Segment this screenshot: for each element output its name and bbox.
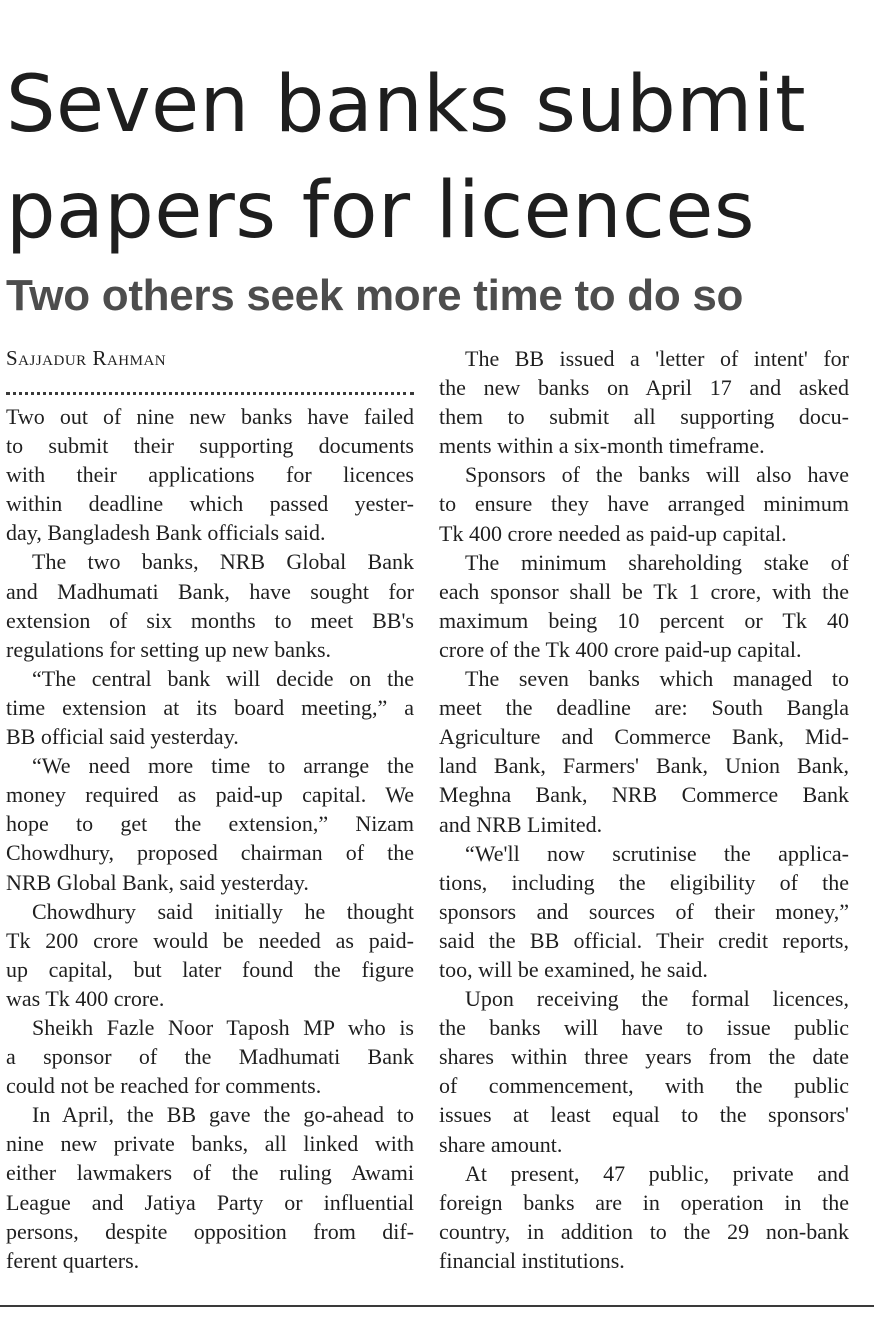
headline-line: papers for licences: [6, 166, 756, 256]
text-line: meet the deadline are: South Bangla: [439, 695, 849, 721]
text-line: either lawmakers of the ruling Awami: [6, 1160, 414, 1186]
text-line: could not be reached for comments.: [6, 1073, 322, 1099]
text-line: Tk 200 crore would be needed as paid-: [6, 927, 414, 953]
text-line: Upon receiving the formal licences,: [465, 986, 849, 1012]
text-line: country, in addition to the 29 non-bank: [439, 1218, 849, 1244]
text-line: NRB Global Bank, said yesterday.: [6, 869, 309, 895]
text-line: tions, including the eligibility of the: [439, 869, 849, 895]
text-line: Meghna Bank, NRB Commerce Bank: [439, 782, 849, 808]
text-line: of commencement, with the public: [439, 1073, 849, 1099]
text-line: At present, 47 public, private and: [465, 1160, 849, 1186]
text-line: the banks will have to issue public: [439, 1015, 849, 1041]
right-paragraph: [439, 460, 849, 547]
text-line: with their applications for licences: [6, 462, 414, 488]
text-line: League and Jatiya Party or influential: [6, 1189, 414, 1215]
bottom-rule: [0, 1305, 874, 1307]
text-line: extension of six months to meet BB's: [6, 607, 414, 633]
text-line: Tk 400 crore needed as paid-up capital.: [439, 520, 787, 546]
left-paragraph: [6, 1100, 414, 1275]
text-line: a sponsor of the Madhumati Bank: [6, 1044, 414, 1070]
text-line: ferent quarters.: [6, 1247, 140, 1273]
text-line: The BB issued a 'letter of intent' for: [465, 346, 849, 371]
text-line: up capital, but later found the figure: [6, 956, 414, 982]
byline: Sajjadur Rahman: [6, 346, 167, 370]
text-line: to ensure they have arranged minimum: [439, 491, 849, 517]
text-line: money required as paid-up capital. We: [6, 782, 414, 808]
left-paragraph: [6, 751, 414, 896]
right-paragraph: [439, 984, 849, 1159]
text-line: The seven banks which managed to: [465, 666, 849, 692]
text-line: issues at least equal to the sponsors': [439, 1102, 849, 1128]
article-column-left: [6, 344, 414, 1275]
text-line: foreign banks are in operation in the: [439, 1189, 849, 1215]
text-line: share amount.: [439, 1131, 563, 1157]
text-line: The two banks, NRB Global Bank: [32, 549, 414, 575]
byline-dotted-rule: [6, 373, 414, 402]
text-line: and NRB Limited.: [439, 811, 603, 837]
article-column-right: [439, 344, 849, 1275]
text-line: The minimum shareholding stake of: [465, 549, 849, 575]
text-line: the new banks on April 17 and asked: [439, 375, 849, 401]
text-line: financial institutions.: [439, 1247, 625, 1273]
text-line: persons, despite opposition from dif-: [6, 1218, 414, 1244]
right-paragraph: [439, 664, 849, 839]
text-line: Agriculture and Commerce Bank, Mid-: [439, 724, 849, 750]
text-line: to submit their supporting documents: [6, 433, 414, 459]
text-line: Sponsors of the banks will also have: [465, 462, 849, 488]
text-line: said the BB official. Their credit reports,: [439, 927, 849, 953]
text-line: land Bank, Farmers' Bank, Union Bank,: [439, 753, 849, 779]
right-paragraph: [439, 344, 849, 460]
text-line: “The central bank will decide on the: [32, 665, 414, 691]
right-paragraph: [439, 839, 849, 984]
text-line: Two out of nine new banks have failed: [6, 404, 414, 429]
left-paragraph: [6, 664, 414, 751]
text-line: Chowdhury, proposed chairman of the: [6, 840, 414, 866]
right-paragraph: [439, 548, 849, 664]
left-paragraph: [6, 402, 414, 547]
text-line: each sponsor shall be Tk 1 crore, with the: [439, 578, 849, 604]
text-line: and Madhumati Bank, have sought for: [6, 578, 414, 604]
left-paragraph: [6, 547, 414, 663]
text-line: them to submit all supporting docu-: [439, 404, 849, 430]
text-line: ments within a six-month timeframe.: [439, 433, 765, 459]
text-line: BB official said yesterday.: [6, 724, 239, 750]
text-line: nine new private banks, all linked with: [6, 1131, 414, 1157]
text-line: Sheikh Fazle Noor Taposh MP who is: [32, 1014, 414, 1040]
left-paragraph: [6, 1013, 414, 1100]
text-line: hope to get the extension,” Nizam: [6, 811, 414, 837]
text-line: “We need more time to arrange the: [32, 753, 414, 779]
headline: [6, 52, 868, 264]
text-line: day, Bangladesh Bank officials said.: [6, 520, 326, 546]
text-line: In April, the BB gave the go-ahead to: [32, 1102, 414, 1128]
text-line: crore of the Tk 400 crore paid-up capital.: [439, 636, 802, 662]
text-line: Chowdhury said initially he thought: [32, 898, 414, 924]
text-line: shares within three years from the date: [439, 1044, 849, 1070]
text-line: was Tk 400 crore.: [6, 985, 165, 1011]
text-line: maximum being 10 percent or Tk 40: [439, 607, 849, 633]
headline-line: Seven banks submit: [6, 60, 807, 150]
subheadline: Two others seek more time to do so: [6, 271, 744, 320]
text-line: within deadline which passed yester-: [6, 491, 414, 517]
text-line: sponsors and sources of their money,”: [439, 898, 849, 924]
text-line: regulations for setting up new banks.: [6, 636, 332, 662]
text-line: “We'll now scrutinise the applica-: [465, 840, 849, 866]
right-paragraph: [439, 1159, 849, 1275]
left-paragraph: [6, 897, 414, 1013]
text-line: time extension at its board meeting,” a: [6, 694, 414, 720]
text-line: too, will be examined, he said.: [439, 956, 708, 982]
